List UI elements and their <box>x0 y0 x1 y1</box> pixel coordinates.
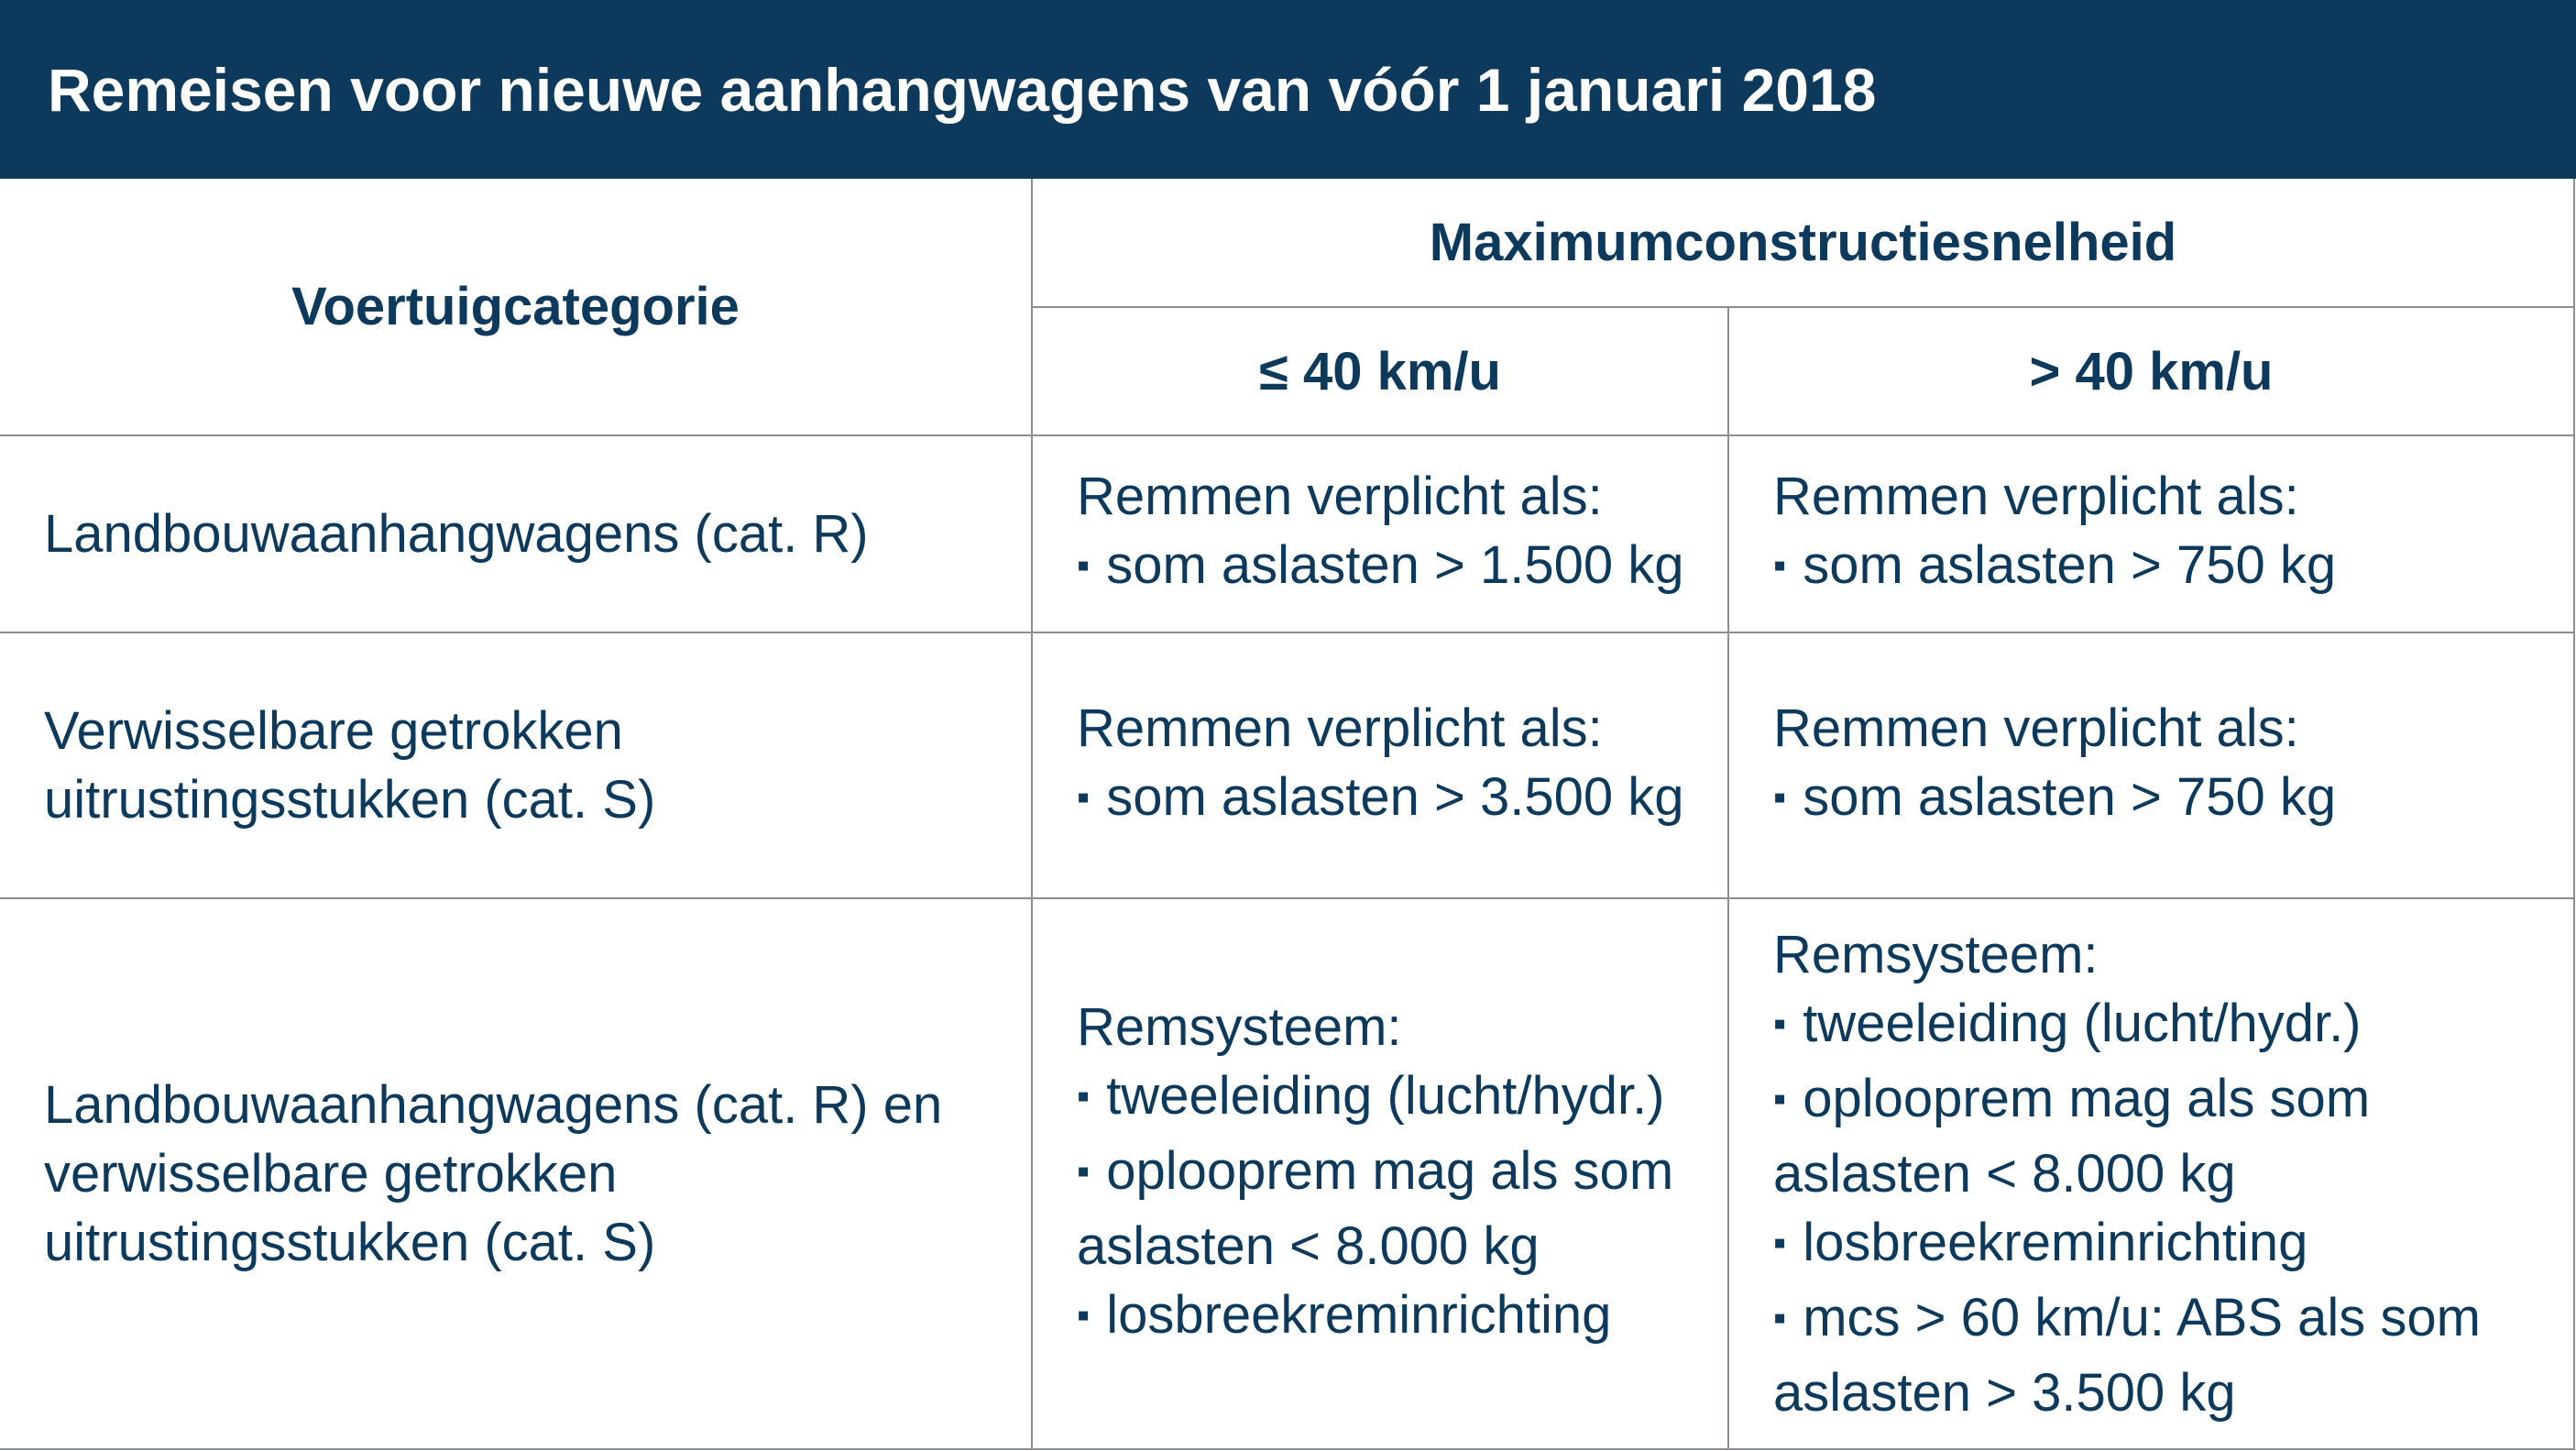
category-text: uitrustingsstukken (cat. S) <box>44 770 656 830</box>
category-text: Landbouwaanhangwagens (cat. R) <box>44 504 869 564</box>
bullet-item: ▪ tweeleiding (lucht/hydr.) <box>1773 989 2555 1064</box>
cell-heading: Remmen verplicht als: <box>1077 467 1603 526</box>
header-category: Voertuigcategorie <box>0 179 1032 435</box>
cell-heading: Remmen verplicht als: <box>1077 698 1603 758</box>
cell-heading: Remsysteem: <box>1077 996 1402 1057</box>
page-title <box>0 0 2576 179</box>
cell-heading: Remsysteem: <box>1773 925 2099 984</box>
row-category <box>0 898 1032 1449</box>
category-text: uitrustingsstukken (cat. S) <box>44 1213 656 1272</box>
requirements-table <box>0 179 2575 1450</box>
category-text: Verwisselbare getrokken <box>44 701 623 761</box>
header-le40: ≤ 40 km/u <box>1032 307 1728 435</box>
bullet-item: ▪ som aslasten > 1.500 kg <box>1077 531 1709 606</box>
bullet-item: ▪ mcs > 60 km/u: ABS als som aslasten > 3.500 kg <box>1773 1283 2555 1427</box>
row-category <box>0 435 1032 632</box>
cell-gt40 <box>1728 435 2574 632</box>
row-category <box>0 632 1032 898</box>
bullet-item: ▪ som aslasten > 750 kg <box>1773 531 2555 606</box>
cell-le40 <box>1032 632 1728 898</box>
bullet-item: ▪ losbreekreminrichting <box>1077 1281 1709 1356</box>
cell-gt40 <box>1728 632 2574 898</box>
table-row <box>0 898 2574 1449</box>
bullet-item: ▪ som aslasten > 3.500 kg <box>1077 763 1709 838</box>
cell-gt40 <box>1728 898 2574 1449</box>
cell-le40 <box>1032 898 1728 1449</box>
table-header-row <box>0 179 2574 307</box>
bullet-item: ▪ tweeleiding (lucht/hydr.) <box>1077 1061 1709 1137</box>
category-text: verwisselbare getrokken <box>44 1144 618 1204</box>
table-row <box>0 435 2574 632</box>
header-gt40: > 40 km/u <box>1728 307 2574 435</box>
bullet-item: ▪ losbreekreminrichting <box>1773 1208 2555 1283</box>
cell-heading: Remmen verplicht als: <box>1773 467 2299 526</box>
title-text: Remeisen voor nieuwe aanhangwagens van vóór 1 januari 2018 <box>48 55 1877 124</box>
category-text: Landbouwaanhangwagens (cat. R) en <box>44 1075 943 1135</box>
header-speed-group: Maximumconstructiesnelheid <box>1032 179 2574 307</box>
bullet-item: ▪ som aslasten > 750 kg <box>1773 763 2555 838</box>
cell-heading: Remmen verplicht als: <box>1773 698 2299 758</box>
table-row <box>0 632 2574 898</box>
bullet-item: ▪ oplooprem mag als som aslasten < 8.000 kg <box>1773 1064 2555 1208</box>
cell-le40 <box>1032 435 1728 632</box>
bullet-item: ▪ oplooprem mag als som aslasten < 8.000 kg <box>1077 1137 1709 1281</box>
